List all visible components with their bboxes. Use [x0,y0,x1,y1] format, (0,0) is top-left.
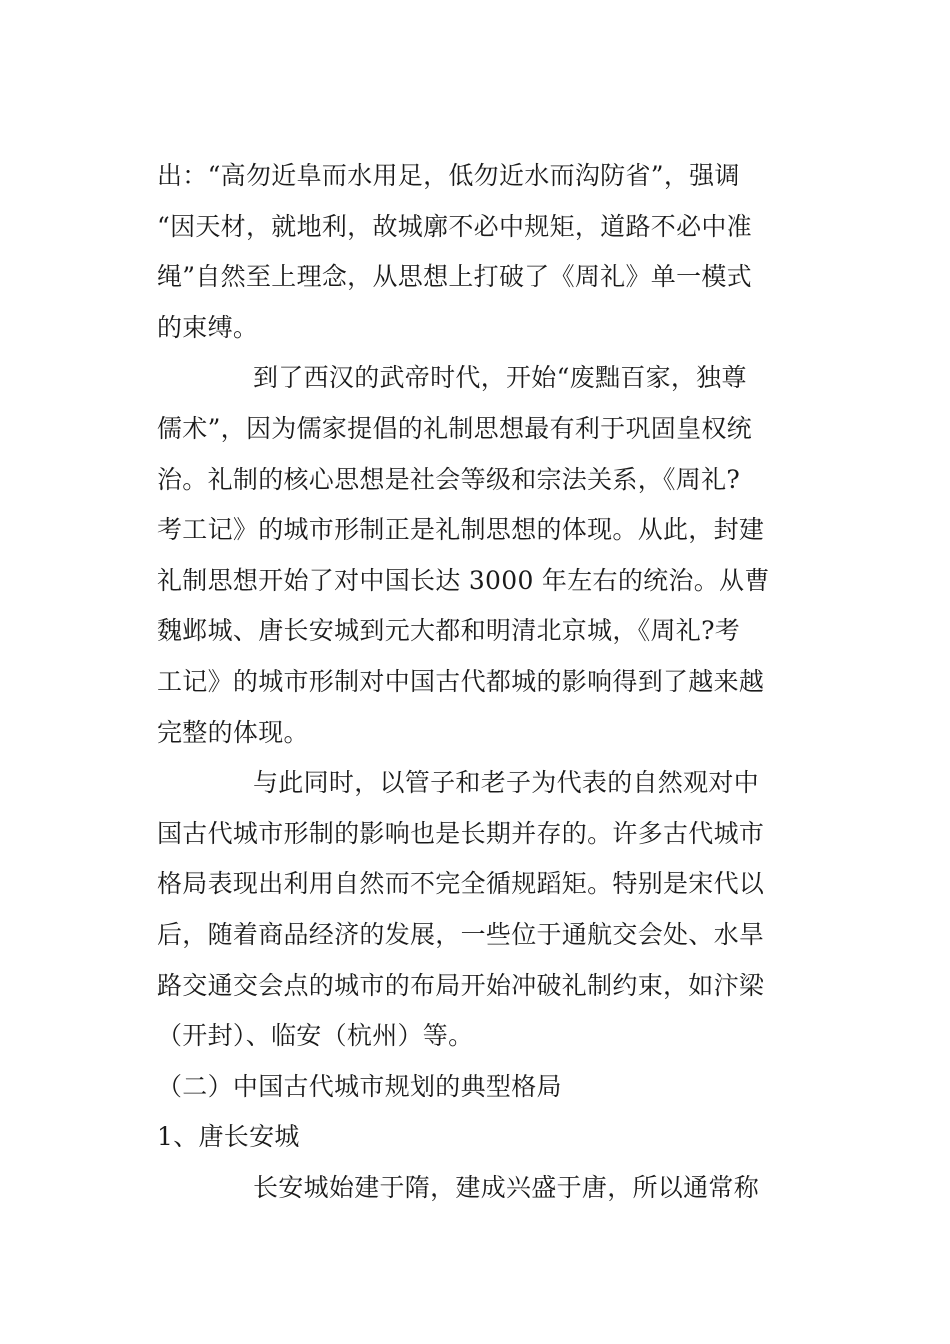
paragraph-first-line: 到了西汉的武帝时代，开始“废黜百家，独尊 [253,363,747,393]
paragraph-line: 出：“高勿近阜而水用足，低勿近水而沟防省”，强调 [157,161,740,190]
paragraph-first-line: 与此同时，以管子和老子为代表的自然观对中 [253,768,760,798]
paragraph-line: 绳”自然至上理念，从思想上打破了《周礼》单一模式 [157,262,752,292]
body-text [157,151,770,1213]
paragraph-line: 完整的体现。 [157,717,309,747]
paragraph-first-line: 长安城始建于隋，建成兴盛于唐，所以通常称 [253,1172,760,1202]
paragraph-line: 格局表现出利用自然而不完全循规蹈矩。特别是宋代以 [157,869,765,899]
paragraph-line: 考工记》的城市形制正是礼制思想的体现。从此，封建 [157,515,765,545]
subsection-heading: 1、唐长安城 [157,1122,300,1152]
paragraph-line: 工记》的城市形制对中国古代都城的影响得到了越来越 [157,666,765,696]
paragraph-line: “因天材，就地利，故城廓不必中规矩，道路不必中准 [157,211,752,241]
section-heading: （二）中国古代城市规划的典型格局 [157,1071,562,1101]
paragraph-line: 的束缚。 [157,312,259,342]
paragraph-line: 国古代城市形制的影响也是长期并存的。许多古代城市 [157,818,765,848]
paragraph-line: （开封）、临安（杭州）等。 [157,1021,474,1051]
paragraph-line: 儒术”，因为儒家提倡的礼制思想最有利于巩固皇权统 [157,413,752,443]
paragraph-line: 后，随着商品经济的发展，一些位于通航交会处、水旱 [157,919,765,949]
paragraph-line: 魏邺城、唐长安城到元大都和明清北京城，《周礼?考 [157,616,741,646]
paragraph-line: 礼制思想开始了对中国长达 3000 年左右的统治。从曹 [157,565,770,595]
paragraph-line: 治。礼制的核心思想是社会等级和宗法关系，《周礼? [157,464,741,494]
paragraph-line: 路交通交会点的城市的布局开始冲破礼制约束，如汴梁 [157,970,765,1000]
